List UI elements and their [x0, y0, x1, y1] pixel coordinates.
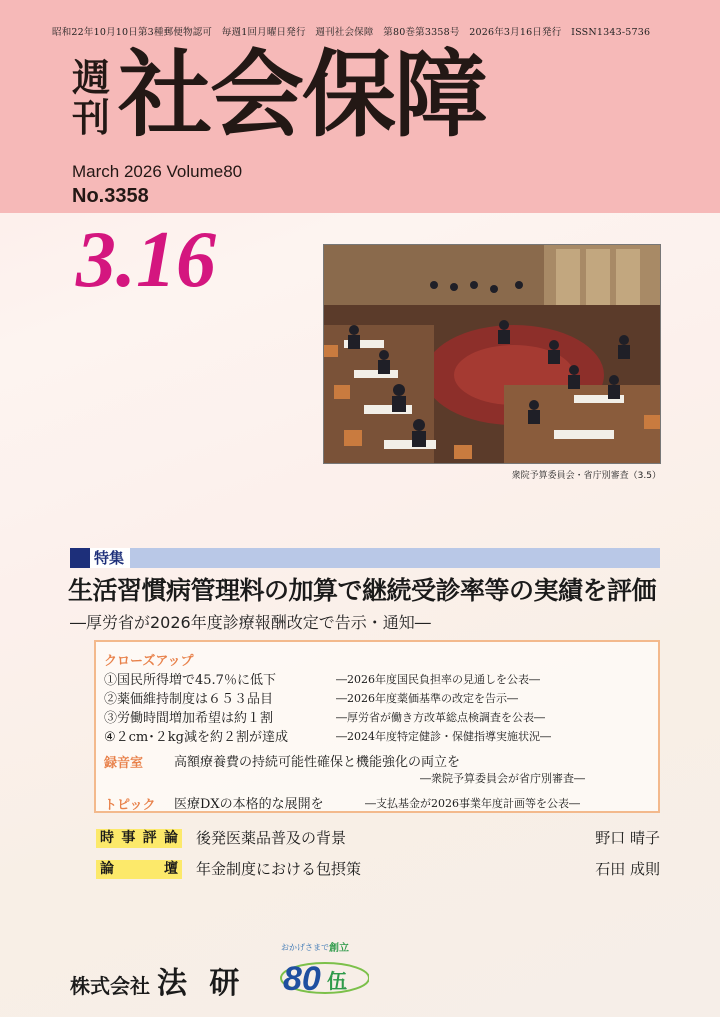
weekly-logo: 週刊 — [72, 56, 111, 140]
feature-square-icon — [70, 548, 90, 568]
closeup-item: ④２cm･２kg減を約２割が達成 — [104, 730, 288, 745]
publication-info: 昭和22年10月10日第3種郵便物認可 毎週1回月曜日発行 週刊社会保障 第80巻第3358号 2026年3月16日発行 ISSN1343-5736 — [52, 27, 651, 38]
recording-text: 高額療養費の持続可能性確保と機能強化の両立を — [174, 755, 461, 770]
closeup-item: ③労働時間増加希望は約１割 — [104, 711, 274, 726]
column-label-forum: 論壇 — [96, 860, 182, 879]
publisher-main: 法 研 — [156, 966, 246, 1001]
photo-caption: 衆院予算委員会・省庁別審査（3.5） — [511, 471, 661, 481]
anniversary-tag: おかげさまで — [281, 943, 329, 952]
anniversary-number: 80 — [283, 960, 321, 998]
feature-label — [70, 548, 130, 568]
recording-label: 録音室 — [104, 756, 144, 771]
topic-label: トピック — [104, 798, 156, 813]
recording-note: ―衆院予算委員会が省庁別審査― — [420, 772, 585, 785]
committee-photo — [323, 244, 661, 464]
closeup-label: クローズアップ — [104, 654, 194, 669]
closeup-item-note: ―厚労省が働き方改革総点検調査を公表― — [336, 711, 545, 724]
topic-text: 医療DXの本格的な展開を — [174, 797, 324, 812]
issue-number: No.3358 — [72, 185, 149, 207]
closeup-item-note: ―2026年度国民負担率の見通しを公表― — [336, 673, 540, 686]
feature-title: 生活習慣病管理料の加算で継続受診率等の実績を評価 — [68, 576, 657, 605]
column-label-commentary: 時事評論 — [96, 829, 182, 848]
publisher-prefix: 株式会社 — [70, 974, 150, 998]
anniversary-unit: 伍 — [327, 969, 347, 993]
issue-date: 3.16 — [76, 216, 216, 304]
topic-note: ―支払基金が2026事業年度計画等を公表― — [365, 797, 580, 810]
anniversary-founded: 創立 — [329, 943, 349, 954]
column-title: 後発医薬品普及の背景 — [196, 829, 347, 847]
publisher-name — [70, 958, 245, 1002]
closeup-item: ②薬価維持制度は６５３品目 — [104, 692, 274, 707]
issue-month: March 2026 Volume80 — [72, 162, 243, 181]
anniversary-logo — [277, 938, 369, 1000]
feature-label-text: 特集 — [94, 549, 125, 567]
column-author: 石田 成則 — [595, 860, 660, 878]
column-author: 野口 晴子 — [595, 829, 660, 847]
column-title: 年金制度における包摂策 — [196, 860, 362, 878]
closeup-item: ①国民所得増で45.7％に低下 — [104, 673, 276, 688]
closeup-item-note: ―2024年度特定健診・保健指導実施状況― — [336, 730, 551, 743]
feature-subtitle: ―厚労省が2026年度診療報酬改定で告示・通知― — [70, 613, 431, 632]
closeup-item-note: ―2026年度薬価基準の改定を告示― — [336, 692, 518, 705]
feature-bar — [70, 548, 660, 568]
masthead-title: 社会保障 — [118, 41, 487, 150]
